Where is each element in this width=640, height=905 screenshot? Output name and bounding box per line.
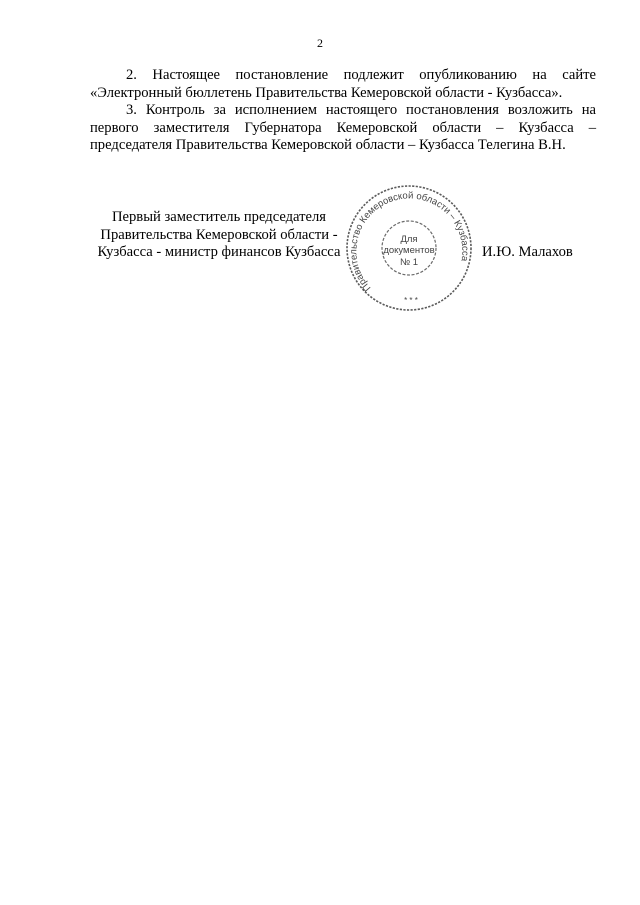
signatory-position-line: Первый заместитель председателя (111, 209, 327, 225)
paragraph-publication: 2. Настоящее постановление подлежит опубликованию на сайте «Электронный бюллетень Правительства Кемеровской области - Кузбасса». (90, 67, 596, 101)
stamp-center-line: № 1 (399, 257, 419, 268)
paragraph-control: 3. Контроль за исполнением настоящего постановления возложить на первого заместителя Губернатора Кемеровской области – Кузбасса – председателя Правительства Кемеровской области – Кузбасса Телегина В.Н. (90, 102, 596, 154)
signatory-position-line: Правительства Кемеровской области - (100, 226, 338, 243)
signatory-position-line: Кузбасса - министр финансов Кузбасса (97, 244, 341, 261)
document-body (90, 67, 596, 155)
page-number: 2 (317, 36, 323, 50)
signatory-position (88, 209, 350, 262)
stamp-ring-text: Правительство Кемеровской области – Кузбасса (348, 190, 471, 294)
stamp-stars: * * * (404, 296, 418, 305)
official-stamp (344, 183, 474, 313)
signatory-name: И.Ю. Малахов (482, 244, 573, 260)
stamp-center-line: документов (383, 245, 435, 256)
stamp-center-line: Для (400, 234, 418, 245)
